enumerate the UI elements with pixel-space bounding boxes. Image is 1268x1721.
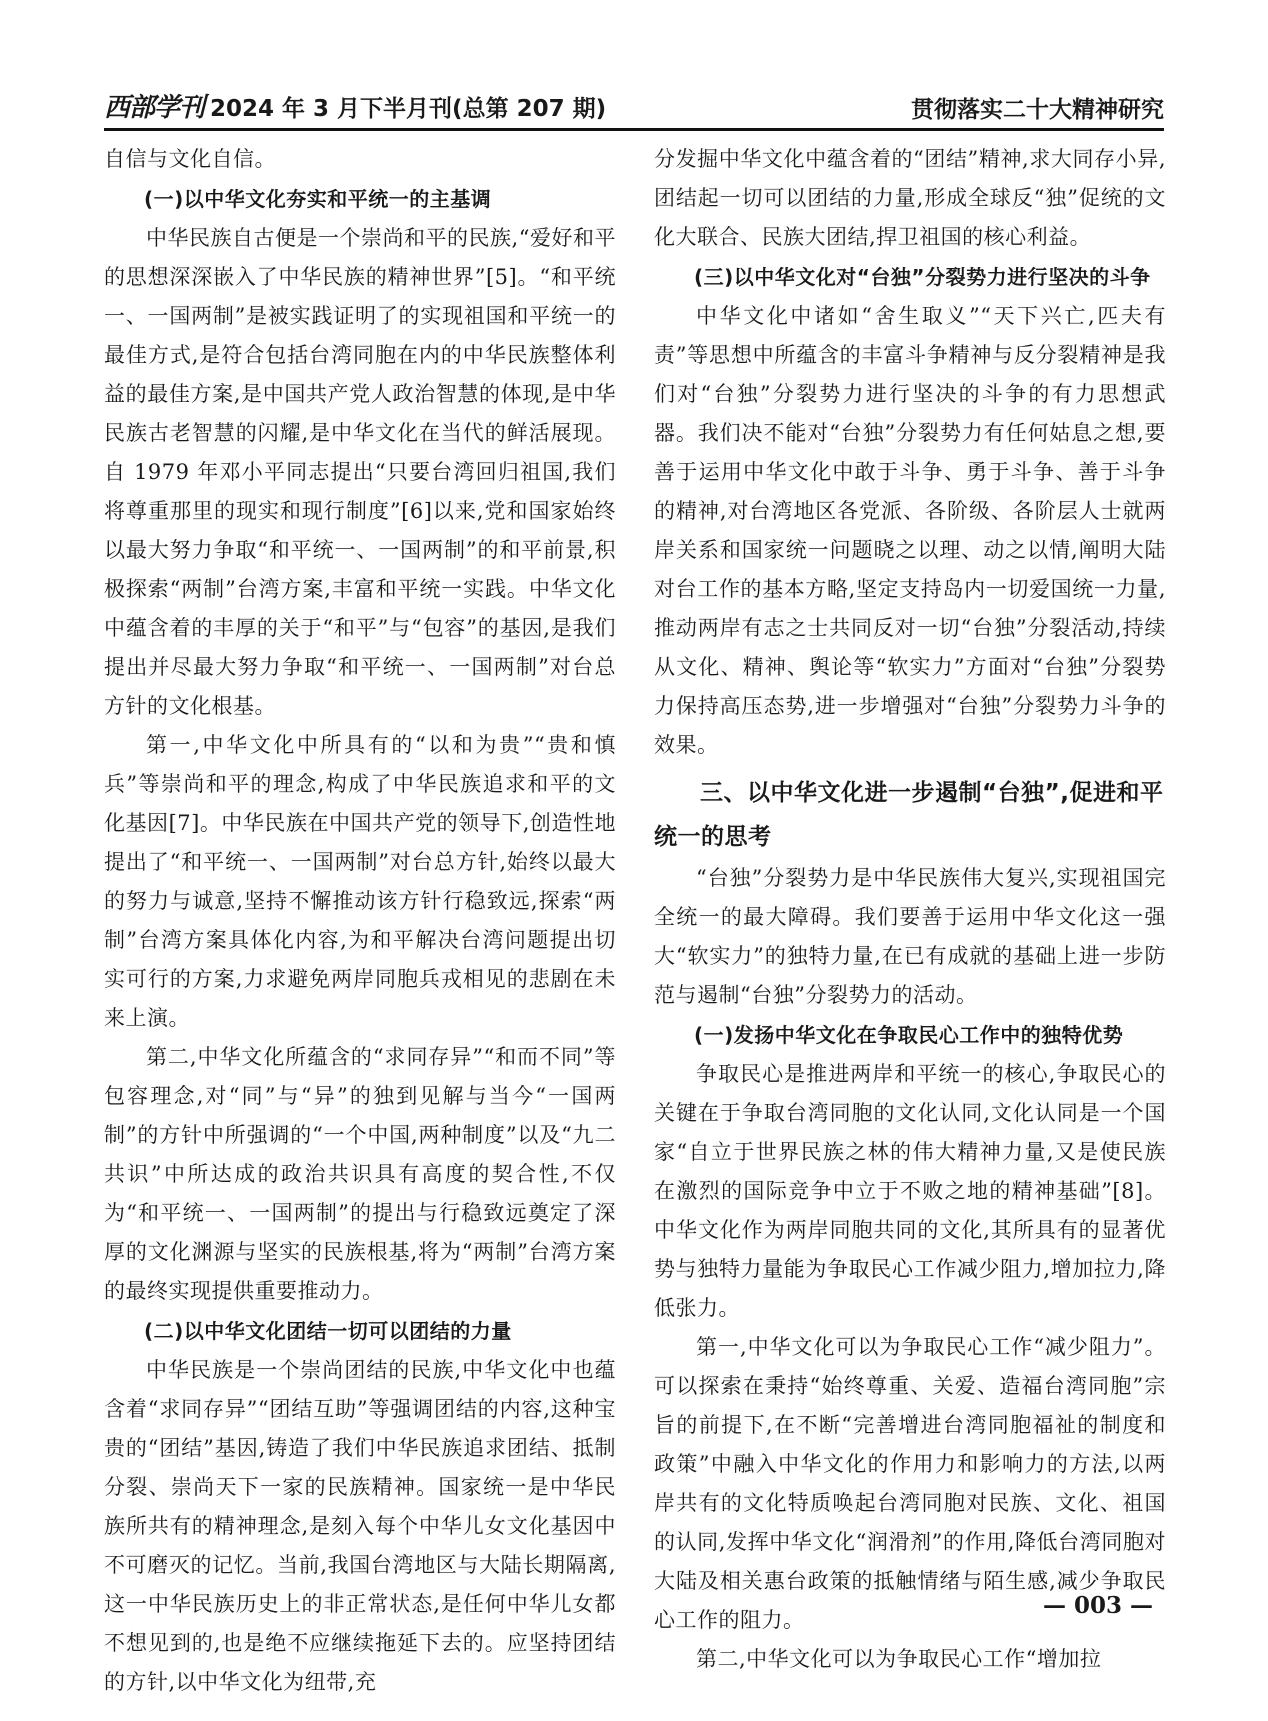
journal-logo: 西部学刊	[104, 93, 205, 123]
header-left	[104, 87, 606, 124]
article-body	[104, 140, 1167, 1694]
paragraph: 第二,中华文化可以为争取民心工作“增加拉	[696, 1647, 1102, 1671]
subsection-heading: (二)以中华文化团结一切可以团结的力量	[144, 1319, 512, 1343]
right-column	[654, 140, 1166, 1671]
paragraph: 第二,中华文化所蕴含的“求同存异”“和而不同”等包容理念,对“同”与“异”的独到见解与当今“一国两制”的方针中所强调的“一个中国,两种制度”以及“九二共识”中所达成的政治共识具有高度的契合性,不仅为“和平统一、一国两制”的提出与行稳致远奠定了深厚的文化渊源与坚实的民族根基,将为“两制”台湾方案的最终实现提供重要推动力。	[104, 1045, 616, 1303]
paragraph: 分发掘中华文化中蕴含着的“团结”精神,求大同存小异,团结起一切可以团结的力量,形成全球反“独”促统的文化大联合、民族大团结,捍卫祖国的核心利益。	[654, 147, 1166, 249]
paragraph: 争取民心是推进两岸和平统一的核心,争取民心的关键在于争取台湾同胞的文化认同,文化认同是一个国家“自立于世界民族之林的伟大精神力量,又是使民族在激烈的国际竞争中立于不败之地的精神基础”[8]。中华文化作为两岸同胞共同的文化,其所具有的显著优势与独特力量能为争取民心工作减少阻力,增加拉力,降低张力。	[654, 1062, 1166, 1320]
paragraph: 自信与文化自信。	[104, 147, 276, 171]
running-header	[104, 84, 1164, 131]
issue-info: 2024 年 3 月下半月刊(总第 207 期)	[210, 96, 607, 122]
paragraph: 中华民族自古便是一个崇尚和平的民族,“爱好和平的思想深深嵌入了中华民族的精神世界”[5]。“和平统一、一国两制”是被实践证明了的实现祖国和平统一的最佳方式,是符合包括台湾同胞在内的中华民族整体利益的最佳方案,是中国共产党人政治智慧的体现,是中华民族古老智慧的闪耀,是中华文化在当代的鲜活展现。自 1979 年邓小平同志提出“只要台湾回归祖国,我们将尊重那里的现实和现行制度”[6]以来,党和国家始终以最大努力争取“和平统一、一国两制”的和平前景,积极探索“两制”台湾方案,丰富和平统一实践。中华文化中蕴含着的丰厚的关于“和平”与“包容”的基因,是我们提出并尽最大努力争取“和平统一、一国两制”对台总方针的文化根基。	[104, 226, 616, 718]
paragraph: 第一,中华文化中所具有的“以和为贵”“贵和慎兵”等崇尚和平的理念,构成了中华民族追求和平的文化基因[7]。中华民族在中国共产党的领导下,创造性地提出了“和平统一、一国两制”对台总方针,始终以最大的努力与诚意,坚持不懈推动该方针行稳致远,探索“两制”台湾方案具体化内容,为和平解决台湾问题提出切实可行的方案,力求避免两岸同胞兵戎相见的悲剧在未来上演。	[104, 733, 616, 1030]
subsection-heading: (三)以中华文化对“台独”分裂势力进行坚决的斗争	[694, 265, 1151, 289]
section-title: 贯彻落实二十大精神研究	[911, 97, 1164, 123]
paragraph: 中华民族是一个崇尚团结的民族,中华文化中也蕴含着“求同存异”“团结互助”等强调团结的内容,这种宝贵的“团结”基因,铸造了我们中华民族追求团结、抵制分裂、崇尚天下一家的民族精神。国家统一是中华民族所共有的精神理念,是刻入每个中华儿女文化基因中不可磨灭的记忆。当前,我国台湾地区与大陆长期隔离,这一中华民族历史上的非正常状态,是任何中华儿女都不想见到的,也是绝不应继续拖延下去的。应坚持团结的方针,以中华文化为纽带,充	[104, 1358, 616, 1694]
page-number: — 003 —	[1042, 1592, 1153, 1619]
paragraph: “台独”分裂势力是中华民族伟大复兴,实现祖国完全统一的最大障碍。我们要善于运用中华文化这一强大“软实力”的独特力量,在已有成就的基础上进一步防范与遏制“台独”分裂势力的活动。	[654, 866, 1166, 1007]
section-heading: 三、以中华文化进一步遏制“台独”,促进和平统一的思考	[654, 780, 1164, 850]
left-column	[104, 140, 616, 1694]
paragraph: 中华文化中诸如“舍生取义”“天下兴亡,匹夫有责”等思想中所蕴含的丰富斗争精神与反分裂精神是我们对“台独”分裂势力进行坚决的斗争的有力思想武器。我们决不能对“台独”分裂势力有任何姑息之想,要善于运用中华文化中敢于斗争、勇于斗争、善于斗争的精神,对台湾地区各党派、各阶级、各阶层人士就两岸关系和国家统一问题晓之以理、动之以情,阐明大陆对台工作的基本方略,坚定支持岛内一切爱国统一力量,推动两岸有志之士共同反对一切“台独”分裂活动,持续从文化、精神、舆论等“软实力”方面对“台独”分裂势力保持高压态势,进一步增强对“台独”分裂势力斗争的效果。	[654, 304, 1166, 757]
paragraph: 第一,中华文化可以为争取民心工作“减少阻力”。可以探索在秉持“始终尊重、关爱、造福台湾同胞”宗旨的前提下,在不断“完善增进台湾同胞福祉的制度和政策”中融入中华文化的作用力和影响力的方法,以两岸共有的文化特质唤起台湾同胞对民族、文化、祖国的认同,发挥中华文化“润滑剂”的作用,降低台湾同胞对大陆及相关惠台政策的抵触情绪与陌生感,减少争取民心工作的阻力。	[654, 1335, 1166, 1632]
subsection-heading: (一)发扬中华文化在争取民心工作中的独特优势	[694, 1023, 1124, 1047]
subsection-heading: (一)以中华文化夯实和平统一的主基调	[144, 187, 492, 211]
